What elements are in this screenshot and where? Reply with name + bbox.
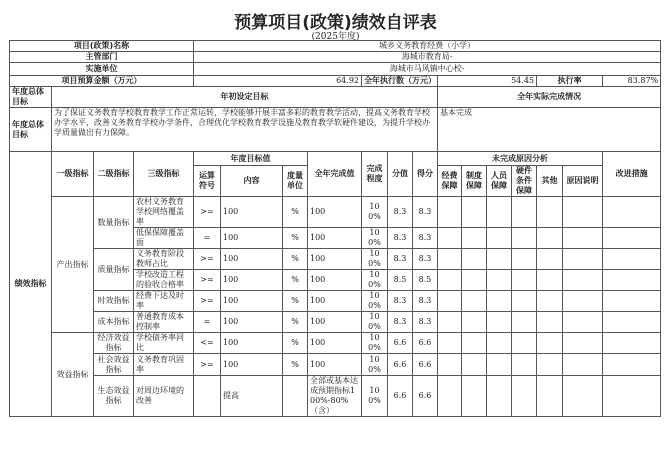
goal-text: 为了保证义务教育学校教育教学工作正常运转，学校能够开展丰富多彩的教育教学活动，提高义务教育学校办学水平，改善义务教育学校办学条件，合理优化学校教育教学设施及教育教学软硬件建设，为提升学校办学质量做出有力保障。 (52, 108, 438, 152)
row-unit: % (283, 270, 308, 291)
row-unit: % (283, 197, 308, 228)
row-score: 8.3 (388, 197, 413, 228)
project-name-label: 项目(政策)名称 (10, 41, 194, 52)
row-degree: 100% (362, 228, 388, 249)
header-r6: 原因说明 (563, 166, 603, 197)
row-degree: 100% (362, 376, 388, 417)
exec-label: 全年执行数（万元） (362, 76, 438, 87)
row-got: 8.3 (413, 291, 438, 312)
project-name-value: 城乡义务教育经费（小学） (194, 41, 661, 52)
group-output: 产出指标 (52, 197, 94, 333)
row-done: 100 (308, 291, 362, 312)
row-score: 6.6 (388, 333, 413, 354)
header-score: 分值 (388, 152, 413, 197)
row-unit: % (283, 291, 308, 312)
row-score: 8.5 (388, 270, 413, 291)
row-degree: 100% (362, 291, 388, 312)
header-l3: 三级指标 (134, 152, 194, 197)
row-unit: % (283, 249, 308, 270)
row-l3: 义务教育阶段教师占比 (134, 249, 194, 270)
row-degree: 100% (362, 197, 388, 228)
row-score: 8.3 (388, 312, 413, 333)
row-op: >= (194, 354, 221, 376)
row-op: = (194, 228, 221, 249)
header-unit: 度量单位 (283, 166, 308, 197)
row-content: 100 (221, 270, 283, 291)
row-op: = (194, 312, 221, 333)
row-got: 6.6 (413, 354, 438, 376)
budget-value: 64.92 (194, 76, 362, 87)
row-got: 8.5 (413, 270, 438, 291)
row-got: 8.3 (413, 197, 438, 228)
row-l3: 经费下达及时率 (134, 291, 194, 312)
perf-label: 绩效指标 (10, 152, 52, 417)
row-score: 8.3 (388, 249, 413, 270)
row-content: 100 (221, 333, 283, 354)
row-unit: % (283, 312, 308, 333)
row-score: 6.6 (388, 354, 413, 376)
group-eco: 生态效益指标 (94, 376, 134, 417)
row-op: >= (194, 197, 221, 228)
row-content: 提高 (221, 376, 283, 417)
header-content: 内容 (221, 166, 283, 197)
evaluation-table (9, 40, 661, 417)
header-degree: 完成程度 (362, 152, 388, 197)
row-score: 8.3 (388, 291, 413, 312)
actual-header: 全年实际完成情况 (438, 87, 661, 108)
row-l3: 义务教育巩固率 (134, 354, 194, 376)
header-r2: 制度保障 (462, 166, 487, 197)
year-label: (2025年度) (311, 32, 360, 42)
row-content: 100 (221, 354, 283, 376)
row-degree: 100% (362, 270, 388, 291)
row-got: 6.6 (413, 376, 438, 417)
unit-value: 海城市马风镇中心校- (194, 63, 661, 76)
row-op (194, 376, 221, 417)
row-score: 6.6 (388, 376, 413, 417)
row-l3: 学校债务率同比 (134, 333, 194, 354)
row-content: 100 (221, 197, 283, 228)
row-op: >= (194, 249, 221, 270)
header-got: 得分 (413, 152, 438, 197)
header-reason-group: 未完成原因分析 (438, 152, 603, 166)
group-quantity: 数量指标 (94, 197, 134, 249)
rate-label: 执行率 (537, 76, 603, 87)
actual-text: 基本完成 (438, 108, 661, 152)
row-done: 100 (308, 270, 362, 291)
row-unit: % (283, 228, 308, 249)
row-degree: 100% (362, 354, 388, 376)
page-title: 预算项目(政策)绩效自评表 (234, 13, 437, 33)
row-op: >= (194, 270, 221, 291)
row-unit (283, 376, 308, 417)
header-op: 运算符号 (194, 166, 221, 197)
row-l3: 农村义务教育学校网络覆盖率 (134, 197, 194, 228)
row-got: 8.3 (413, 228, 438, 249)
rate-value: 83.87% (603, 76, 661, 87)
header-year-done: 全年完成值 (308, 152, 362, 197)
row-l3: 学校改造工程的验收合格率 (134, 270, 194, 291)
header-l1: 一级指标 (52, 152, 94, 197)
dept-label: 主管部门 (10, 52, 194, 63)
row-done: 100 (308, 333, 362, 354)
row-got: 6.6 (413, 333, 438, 354)
group-time: 时效指标 (94, 291, 134, 312)
row-done: 100 (308, 312, 362, 333)
group-benefit: 效益指标 (52, 333, 94, 417)
header-r3: 人员保障 (487, 166, 512, 197)
budget-label: 项目预算金额（万元） (10, 76, 194, 87)
row-l3: 普通教育成本控制率 (134, 312, 194, 333)
row-l3: 低保保障覆盖面 (134, 228, 194, 249)
dept-value: 海城市教育局- (194, 52, 661, 63)
exec-value: 54.45 (438, 76, 537, 87)
header-target-group: 年度目标值 (194, 152, 308, 166)
row-content: 100 (221, 312, 283, 333)
row-l3: 对周边环境的改善 (134, 376, 194, 417)
row-unit: % (283, 354, 308, 376)
row-degree: 100% (362, 333, 388, 354)
group-economic: 经济效益指标 (94, 333, 134, 354)
row-got: 8.3 (413, 249, 438, 270)
row-op: <= (194, 333, 221, 354)
row-unit: % (283, 333, 308, 354)
row-done: 全部或基本达成预期指标100%-80%（含） (308, 376, 362, 417)
header-r1: 经费保障 (438, 166, 462, 197)
goal-label-header: 年度总体目标 (10, 87, 52, 108)
header-r4: 硬件条件保障 (512, 166, 537, 197)
row-op: >= (194, 291, 221, 312)
row-got: 8.3 (413, 312, 438, 333)
row-degree: 100% (362, 312, 388, 333)
group-quality: 质量指标 (94, 249, 134, 291)
header-fix: 改进措施 (603, 152, 661, 197)
unit-label: 实施单位 (10, 63, 194, 76)
row-score: 8.3 (388, 228, 413, 249)
row-done: 100 (308, 228, 362, 249)
row-content: 100 (221, 249, 283, 270)
row-content: 100 (221, 228, 283, 249)
row-done: 100 (308, 249, 362, 270)
plan-goal-header: 年初设定目标 (52, 87, 438, 108)
goal-label: 年度总体目标 (10, 108, 52, 152)
group-cost: 成本指标 (94, 312, 134, 333)
header-l2: 二级指标 (94, 152, 134, 197)
row-done: 100 (308, 197, 362, 228)
row-content: 100 (221, 291, 283, 312)
row-done: 100 (308, 354, 362, 376)
row-degree: 100% (362, 249, 388, 270)
group-social: 社会效益指标 (94, 354, 134, 376)
header-r5: 其他 (537, 166, 563, 197)
